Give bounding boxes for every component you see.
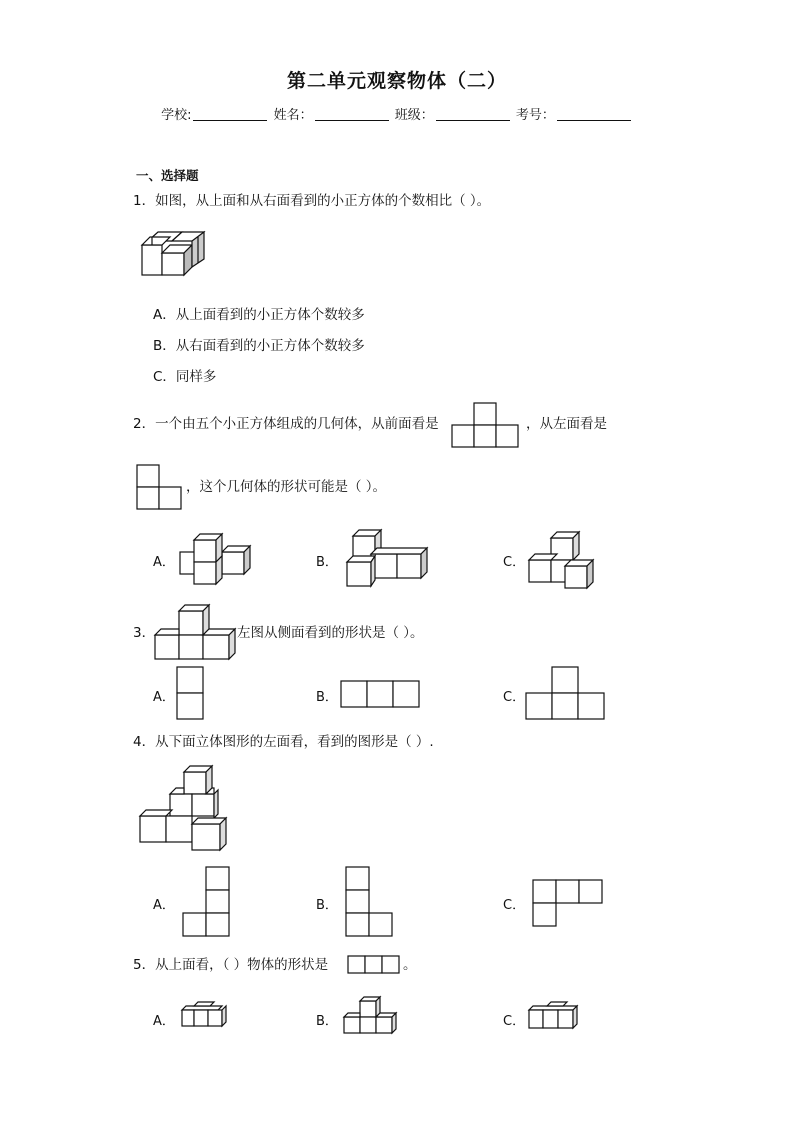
q3-cube-figure [153,601,237,663]
q4-cube-figure [136,762,232,854]
q5-option-b-label[interactable]: B． [316,1014,338,1029]
q2-left-view-figure [136,463,186,513]
q2-option-c-label[interactable]: C． [503,555,526,570]
q5-stem-part2: 。 [403,957,417,973]
page-title: 第二单元观察物体（二） [286,70,507,92]
q2-option-a-figure[interactable] [178,532,254,586]
class-blank[interactable] [436,108,510,121]
q2-front-view-figure [451,401,521,451]
q4-stem: 4．从下面立体图形的左面看，看到的图形是（ ）. [133,734,434,750]
q5-option-a-label[interactable]: A． [153,1014,175,1029]
q5-stem-part1: 5．从上面看，（ ）物体的形状是 [133,957,329,973]
q3-option-a-label[interactable]: A． [153,690,175,705]
q5-option-b-figure[interactable] [340,995,400,1035]
q3-option-b-label[interactable]: B． [316,690,338,705]
school-label: 学校: [161,108,192,123]
q2-stem-part2: ，从左面看是 [526,416,607,432]
q3-option-c-figure[interactable] [525,666,607,722]
q5-option-a-figure[interactable] [178,1000,232,1032]
q4-option-c-label[interactable]: C． [503,898,526,913]
q1-option-a[interactable]: A．从上面看到的小正方体个数较多 [153,307,365,323]
q4-option-b-figure[interactable] [345,866,395,938]
name-blank[interactable] [315,108,389,121]
q4-option-b-label[interactable]: B． [316,898,338,913]
student-info-line [0,104,794,123]
q2-stem-part3: ，这个几何体的形状可能是（ ）。 [186,479,387,495]
exam-no-blank[interactable] [557,108,631,121]
q5-option-c-label[interactable]: C． [503,1014,526,1029]
q4-option-a-label[interactable]: A． [153,898,175,913]
q1-option-b[interactable]: B．从右面看到的小正方体个数较多 [153,338,365,354]
q3-option-c-label[interactable]: C． [503,690,526,705]
q2-option-b-figure[interactable] [345,528,429,588]
exam-no-label: 考号： [515,108,555,123]
class-label: 班级： [394,108,434,123]
q1-option-c[interactable]: C．同样多 [153,369,217,385]
school-blank[interactable] [193,108,267,121]
q2-stem-part1: 2．一个由五个小正方体组成的几何体，从前面看是 [133,416,439,432]
q3-option-b-figure[interactable] [340,680,422,710]
q1-cube-figure [138,227,208,287]
name-label: 姓名： [273,108,313,123]
q3-option-a-figure[interactable] [176,666,206,722]
q4-option-a-figure[interactable] [182,866,232,938]
q5-top-view-figure [347,955,403,975]
q2-option-a-label[interactable]: A． [153,555,175,570]
q5-option-c-figure[interactable] [527,1000,585,1032]
q2-option-c-figure[interactable] [527,530,603,590]
q3-stem: 左图从侧面看到的形状是（ ）。 [237,625,424,641]
q1-stem: 1．如图，从上面和从右面看到的小正方体的个数相比（ ）。 [133,193,491,209]
q3-number: 3． [133,625,156,641]
section-heading: 一、选择题 [136,168,199,183]
q4-option-c-figure[interactable] [532,879,606,931]
q2-option-b-label[interactable]: B． [316,555,338,570]
